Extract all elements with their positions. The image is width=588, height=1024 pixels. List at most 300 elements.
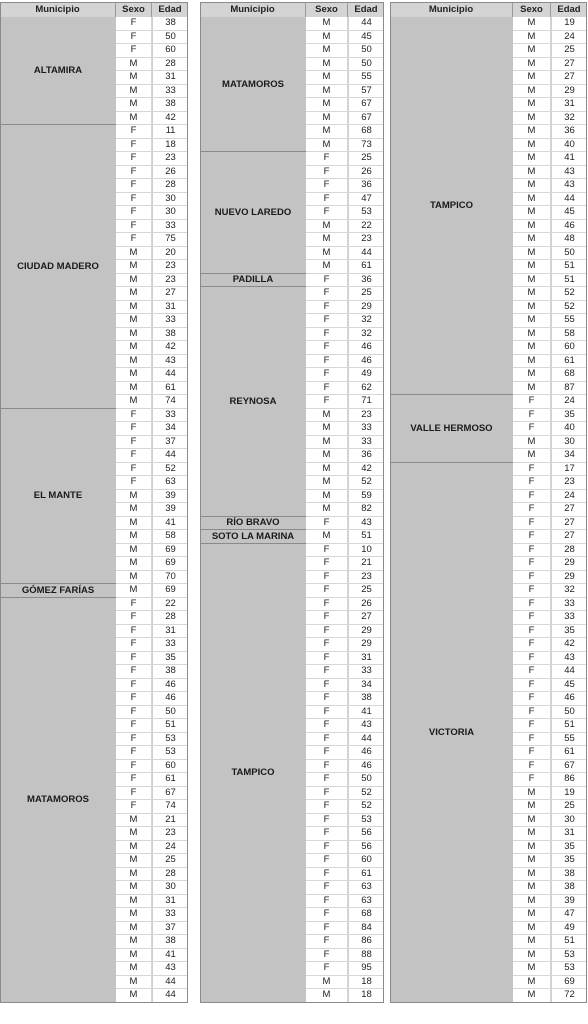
table-row — [306, 868, 384, 882]
sexo-cell: F — [306, 868, 348, 881]
sexo-cell: M — [306, 71, 348, 84]
table-row — [306, 652, 384, 666]
edad-cell: 25 — [348, 287, 384, 300]
table-row — [116, 517, 188, 531]
sexo-cell: F — [116, 625, 152, 638]
table-row — [306, 125, 384, 139]
sexo-cell: M — [513, 58, 551, 71]
table-row — [513, 368, 587, 382]
header-edad: Edad — [354, 4, 378, 15]
table-row — [306, 733, 384, 747]
sexo-cell: M — [306, 139, 348, 152]
sexo-cell: F — [306, 895, 348, 908]
sexo-cell: F — [306, 881, 348, 894]
table-row — [513, 598, 587, 612]
table-row — [306, 31, 384, 45]
edad-cell: 69 — [551, 976, 587, 989]
edad-cell: 52 — [152, 463, 188, 476]
sexo-cell: M — [306, 409, 348, 422]
table-row — [513, 98, 587, 112]
edad-cell: 51 — [152, 719, 188, 732]
sexo-cell: F — [116, 611, 152, 624]
sexo-cell: M — [306, 976, 348, 989]
table-row — [116, 274, 188, 288]
table-row — [116, 935, 188, 949]
table-row — [306, 206, 384, 220]
table-row — [513, 841, 587, 855]
edad-cell: 32 — [551, 112, 587, 125]
edad-cell: 30 — [152, 193, 188, 206]
table-row — [306, 382, 384, 396]
table-row — [116, 530, 188, 544]
table-row — [116, 260, 188, 274]
edad-cell: 63 — [152, 476, 188, 489]
edad-cell: 23 — [551, 476, 587, 489]
sexo-cell: M — [513, 31, 551, 44]
sexo-cell: M — [116, 530, 152, 543]
table-row — [513, 854, 587, 868]
sexo-cell: M — [306, 989, 348, 1002]
edad-cell: 67 — [152, 787, 188, 800]
sexo-cell: F — [306, 773, 348, 786]
sexo-cell: M — [513, 112, 551, 125]
municipio-cell: TAMPICO — [200, 544, 306, 1003]
municipio-cell: VICTORIA — [390, 463, 513, 1003]
edad-cell: 24 — [551, 490, 587, 503]
sexo-cell: F — [306, 584, 348, 597]
table-row — [513, 895, 587, 909]
table-row — [306, 692, 384, 706]
sexo-cell: M — [116, 58, 152, 71]
table-row — [513, 179, 587, 193]
table-row — [306, 328, 384, 342]
edad-cell: 32 — [348, 314, 384, 327]
sexo-cell: F — [116, 476, 152, 489]
sexo-cell: F — [513, 665, 551, 678]
municipio-cell: CIUDAD MADERO — [0, 125, 116, 409]
table-row — [306, 679, 384, 693]
table-row — [306, 638, 384, 652]
edad-cell: 33 — [152, 908, 188, 921]
edad-cell: 31 — [551, 98, 587, 111]
sexo-cell: M — [513, 85, 551, 98]
sexo-cell: M — [513, 436, 551, 449]
edad-cell: 68 — [348, 125, 384, 138]
sexo-cell: F — [513, 463, 551, 476]
edad-cell: 44 — [551, 193, 587, 206]
table-row — [306, 503, 384, 517]
table-row — [513, 436, 587, 450]
table-row — [513, 274, 587, 288]
edad-cell: 43 — [551, 179, 587, 192]
table-row — [116, 463, 188, 477]
table-row — [306, 247, 384, 261]
table-row — [116, 449, 188, 463]
edad-cell: 30 — [152, 206, 188, 219]
table-row — [513, 314, 587, 328]
table-row — [306, 152, 384, 166]
table-row — [116, 422, 188, 436]
sexo-cell: F — [306, 962, 348, 975]
edad-cell: 88 — [348, 949, 384, 962]
sexo-cell: M — [513, 193, 551, 206]
sexo-cell: F — [116, 220, 152, 233]
sexo-cell: F — [306, 935, 348, 948]
edad-cell: 23 — [348, 233, 384, 246]
edad-cell: 33 — [152, 409, 188, 422]
edad-cell: 50 — [348, 58, 384, 71]
table-row — [116, 247, 188, 261]
sexo-cell: F — [306, 274, 348, 287]
table-row — [306, 787, 384, 801]
table-row — [116, 611, 188, 625]
sexo-cell: M — [306, 436, 348, 449]
sexo-cell: F — [116, 233, 152, 246]
sexo-cell: F — [116, 139, 152, 152]
table-row — [306, 422, 384, 436]
sexo-cell: F — [513, 557, 551, 570]
table-row — [513, 44, 587, 58]
table-row — [116, 193, 188, 207]
edad-cell: 46 — [348, 760, 384, 773]
sexo-cell: M — [116, 962, 152, 975]
table-row — [513, 746, 587, 760]
sexo-cell: F — [116, 206, 152, 219]
table-row — [116, 625, 188, 639]
edad-cell: 35 — [551, 625, 587, 638]
sexo-cell: M — [513, 868, 551, 881]
table-row — [306, 98, 384, 112]
sexo-cell: M — [116, 260, 152, 273]
table-row — [116, 85, 188, 99]
edad-cell: 28 — [152, 58, 188, 71]
sexo-cell: F — [306, 854, 348, 867]
table-row — [513, 341, 587, 355]
sexo-cell: M — [306, 125, 348, 138]
table-row — [116, 395, 188, 409]
edad-cell: 18 — [152, 139, 188, 152]
edad-cell: 28 — [152, 179, 188, 192]
edad-cell: 30 — [551, 436, 587, 449]
table-row — [513, 58, 587, 72]
edad-cell: 58 — [551, 328, 587, 341]
table-row — [116, 152, 188, 166]
edad-cell: 61 — [348, 868, 384, 881]
sexo-cell: M — [116, 989, 152, 1002]
table-row — [116, 409, 188, 423]
edad-cell: 42 — [152, 341, 188, 354]
sexo-cell: F — [513, 517, 551, 530]
sexo-cell: M — [116, 287, 152, 300]
edad-cell: 38 — [551, 881, 587, 894]
edad-cell: 37 — [152, 436, 188, 449]
edad-cell: 69 — [152, 557, 188, 570]
edad-cell: 74 — [152, 395, 188, 408]
table-row — [116, 544, 188, 558]
edad-cell: 44 — [348, 247, 384, 260]
table-row — [513, 611, 587, 625]
sexo-cell: F — [306, 571, 348, 584]
table-row — [116, 301, 188, 315]
table-row — [116, 58, 188, 72]
table-row — [116, 98, 188, 112]
edad-cell: 58 — [152, 530, 188, 543]
sexo-cell: M — [116, 557, 152, 570]
sexo-cell: F — [306, 908, 348, 921]
edad-cell: 87 — [551, 382, 587, 395]
edad-cell: 29 — [348, 625, 384, 638]
header-sexo: Sexo — [306, 2, 348, 17]
edad-cell: 22 — [152, 598, 188, 611]
edad-cell: 24 — [551, 31, 587, 44]
table-row — [116, 868, 188, 882]
sexo-cell: M — [306, 449, 348, 462]
sexo-cell: M — [513, 827, 551, 840]
edad-cell: 29 — [551, 571, 587, 584]
edad-cell: 38 — [152, 17, 188, 30]
table-row — [513, 152, 587, 166]
edad-cell: 36 — [348, 179, 384, 192]
sexo-cell: M — [513, 895, 551, 908]
table-row — [306, 476, 384, 490]
edad-cell: 29 — [348, 301, 384, 314]
sexo-cell: M — [513, 287, 551, 300]
table-row — [116, 314, 188, 328]
edad-cell: 52 — [348, 476, 384, 489]
edad-cell: 56 — [348, 827, 384, 840]
sexo-cell: M — [513, 233, 551, 246]
edad-cell: 34 — [348, 679, 384, 692]
table-row — [306, 314, 384, 328]
edad-cell: 55 — [551, 733, 587, 746]
table-row — [306, 773, 384, 787]
edad-cell: 26 — [348, 166, 384, 179]
table-row — [116, 989, 188, 1003]
edad-cell: 67 — [348, 98, 384, 111]
edad-cell: 52 — [348, 787, 384, 800]
table-row — [306, 436, 384, 450]
sexo-cell: M — [116, 490, 152, 503]
sexo-cell: F — [306, 557, 348, 570]
table-row — [513, 881, 587, 895]
edad-cell: 47 — [551, 908, 587, 921]
edad-cell: 50 — [348, 44, 384, 57]
edad-cell: 33 — [551, 611, 587, 624]
edad-cell: 21 — [348, 557, 384, 570]
edad-cell: 35 — [551, 841, 587, 854]
sexo-cell: M — [306, 17, 348, 30]
edad-cell: 71 — [348, 395, 384, 408]
sexo-cell: M — [306, 233, 348, 246]
edad-cell: 42 — [348, 463, 384, 476]
table-row — [513, 868, 587, 882]
table-row — [513, 773, 587, 787]
edad-cell: 75 — [152, 233, 188, 246]
edad-cell: 51 — [551, 260, 587, 273]
sexo-cell: F — [513, 773, 551, 786]
edad-cell: 52 — [551, 301, 587, 314]
sexo-cell: F — [306, 179, 348, 192]
table-header — [390, 2, 587, 17]
table-row — [306, 827, 384, 841]
table-row — [116, 179, 188, 193]
table-row — [116, 125, 188, 139]
sexo-cell: M — [306, 476, 348, 489]
sexo-cell: F — [306, 706, 348, 719]
table-row — [513, 571, 587, 585]
edad-cell: 27 — [551, 71, 587, 84]
sexo-cell: F — [116, 17, 152, 30]
edad-cell: 44 — [152, 976, 188, 989]
edad-cell: 50 — [551, 706, 587, 719]
edad-cell: 20 — [152, 247, 188, 260]
sexo-cell: F — [116, 125, 152, 138]
table-row — [513, 503, 587, 517]
edad-cell: 31 — [152, 301, 188, 314]
table-row — [116, 476, 188, 490]
edad-cell: 47 — [348, 193, 384, 206]
table-row — [306, 17, 384, 31]
sexo-cell: M — [513, 449, 551, 462]
sexo-cell: M — [513, 328, 551, 341]
edad-cell: 60 — [152, 44, 188, 57]
sexo-cell: M — [513, 274, 551, 287]
edad-cell: 31 — [551, 827, 587, 840]
table-row — [116, 638, 188, 652]
table-row — [306, 260, 384, 274]
edad-cell: 55 — [348, 71, 384, 84]
table-row — [306, 341, 384, 355]
table-row — [513, 31, 587, 45]
edad-cell: 62 — [348, 382, 384, 395]
edad-cell: 50 — [152, 706, 188, 719]
table-row — [306, 557, 384, 571]
sexo-cell: F — [116, 422, 152, 435]
edad-cell: 51 — [551, 274, 587, 287]
sexo-cell: F — [116, 706, 152, 719]
table-header — [200, 2, 384, 17]
edad-cell: 33 — [152, 314, 188, 327]
sexo-cell: M — [116, 544, 152, 557]
table-row — [513, 206, 587, 220]
table-row — [116, 760, 188, 774]
table-row — [513, 584, 587, 598]
table-row — [306, 841, 384, 855]
table-row — [116, 584, 188, 598]
sexo-cell: F — [513, 490, 551, 503]
table-row — [116, 206, 188, 220]
sexo-cell: F — [116, 800, 152, 813]
edad-cell: 52 — [348, 800, 384, 813]
table-row — [116, 787, 188, 801]
sexo-cell: M — [513, 368, 551, 381]
table-row — [116, 598, 188, 612]
table-row — [116, 733, 188, 747]
table-row — [116, 557, 188, 571]
edad-cell: 68 — [551, 368, 587, 381]
edad-cell: 33 — [152, 85, 188, 98]
sexo-cell: M — [513, 260, 551, 273]
edad-cell: 33 — [348, 665, 384, 678]
sexo-cell: M — [513, 341, 551, 354]
table-row — [513, 247, 587, 261]
sexo-cell: F — [513, 584, 551, 597]
header-municipio: Municipio — [200, 2, 306, 17]
table-row — [513, 962, 587, 976]
sexo-cell: M — [513, 881, 551, 894]
edad-cell: 70 — [152, 571, 188, 584]
edad-cell: 46 — [551, 692, 587, 705]
table-row — [116, 881, 188, 895]
edad-cell: 39 — [152, 503, 188, 516]
edad-cell: 61 — [551, 746, 587, 759]
sexo-cell: M — [116, 395, 152, 408]
table-row — [513, 949, 587, 963]
table-row — [116, 328, 188, 342]
sexo-cell: F — [306, 665, 348, 678]
table-row — [306, 395, 384, 409]
edad-cell: 33 — [551, 598, 587, 611]
sexo-cell: M — [513, 17, 551, 30]
table-row — [116, 746, 188, 760]
sexo-cell: F — [513, 679, 551, 692]
edad-cell: 44 — [348, 17, 384, 30]
sexo-cell: M — [513, 854, 551, 867]
sexo-cell: M — [116, 85, 152, 98]
header-sexo: Sexo — [513, 2, 551, 17]
edad-cell: 26 — [348, 598, 384, 611]
sexo-cell: F — [513, 625, 551, 638]
edad-cell: 57 — [348, 85, 384, 98]
table-row — [306, 71, 384, 85]
edad-cell: 60 — [152, 760, 188, 773]
edad-cell: 38 — [551, 868, 587, 881]
sexo-cell: F — [306, 692, 348, 705]
sexo-cell: F — [116, 652, 152, 665]
table-row — [513, 328, 587, 342]
edad-cell: 69 — [152, 584, 188, 597]
edad-cell: 67 — [551, 760, 587, 773]
table-row — [306, 274, 384, 288]
sexo-cell: M — [306, 490, 348, 503]
sexo-cell: F — [306, 341, 348, 354]
edad-cell: 38 — [152, 935, 188, 948]
table-row — [306, 962, 384, 976]
sexo-cell: F — [513, 422, 551, 435]
edad-cell: 37 — [152, 922, 188, 935]
sexo-cell: M — [306, 44, 348, 57]
edad-cell: 63 — [348, 881, 384, 894]
table-row — [306, 895, 384, 909]
edad-cell: 46 — [348, 355, 384, 368]
edad-cell: 28 — [152, 868, 188, 881]
edad-cell: 23 — [152, 274, 188, 287]
table-row — [306, 287, 384, 301]
edad-cell: 63 — [348, 895, 384, 908]
table-row — [116, 503, 188, 517]
table-row — [306, 44, 384, 58]
table-row — [116, 17, 188, 31]
table-row — [116, 341, 188, 355]
edad-cell: 27 — [551, 530, 587, 543]
edad-cell: 38 — [152, 328, 188, 341]
table-row — [513, 166, 587, 180]
sexo-cell: F — [306, 760, 348, 773]
table-row — [513, 665, 587, 679]
sexo-cell: F — [116, 179, 152, 192]
edad-cell: 36 — [348, 449, 384, 462]
sexo-cell: M — [513, 301, 551, 314]
